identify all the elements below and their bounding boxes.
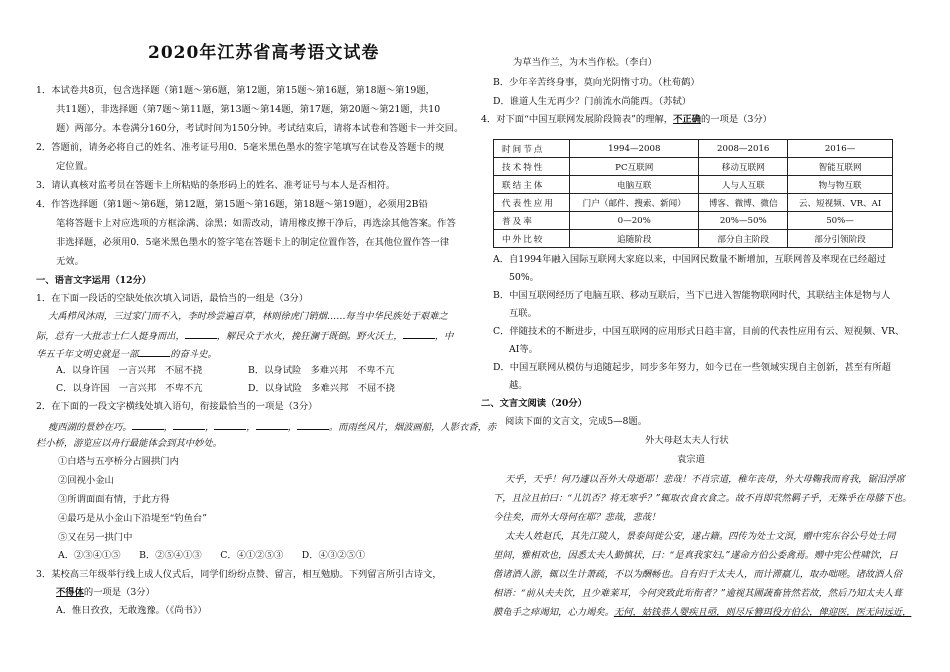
instruction-4a: 4．作答选择题（第1题～第6题，第12题，第15题～第16题，第18题～第19题），必须用2B铅 xyxy=(36,199,428,210)
table-row xyxy=(494,158,893,176)
table-cell: 50%— xyxy=(788,212,893,230)
blank xyxy=(138,347,170,357)
blank xyxy=(214,420,246,430)
q2-item-1: ①白塔与五亭桥分占圆拱门内 xyxy=(58,456,179,467)
q1-passage-2: 际，总有一大批志士仁人挺身而出， ，解民众于水火，挽狂澜于既倒。野火沃土， ，中 xyxy=(36,331,454,342)
table-row xyxy=(494,176,893,194)
blank xyxy=(173,420,205,430)
q3-option-a-cont: 为草当作兰，为木当作松。（李白） xyxy=(513,57,658,68)
table-row xyxy=(494,194,893,212)
q2-stem: 2．在下面的一段文字横线处填入语句，衔接最恰当的一项是（3分） xyxy=(36,401,318,412)
table-cell: 电脑互联 xyxy=(570,176,699,194)
q1-stem: 1．在下面一段话的空缺处依次填入词语，最恰当的一组是（3分） xyxy=(36,293,309,304)
table-cell: PC互联网 xyxy=(570,158,699,176)
q2-item-3: ③所谓面面有情，于此方得 xyxy=(58,494,170,505)
q2-passage-2: 栏小桥，游览应以舟行最能体会到其中妙处。 xyxy=(36,438,222,449)
q1-option-b: B．以身试险 多难兴邦 不卑不亢 xyxy=(248,365,395,376)
q1-option-d: D．以身试险 多难兴邦 不屈不挠 xyxy=(248,383,395,394)
q2-options: A．②③④①⑤ B．②⑤④①③ C．④①②⑤③ D．④③②⑤① xyxy=(58,550,366,561)
q1-passage-3: 华五千年文明史就是一部 的奋斗史。 xyxy=(36,349,217,360)
table-cell: 门户（邮件、搜索、新闻） xyxy=(570,194,699,212)
table-cell: 人与人互联 xyxy=(699,176,788,194)
table-cell: 部分自主阶段 xyxy=(699,230,788,248)
table-row xyxy=(494,230,893,248)
row-label-cell: 时间节点 xyxy=(494,140,570,158)
q4-option-d-1: D．中国互联网从模仿与追随起步，同步多年努力，如今已在一些领域实现自主创新，甚至有所超 xyxy=(493,362,891,373)
table-cell: 2008—2016 xyxy=(699,140,788,158)
q3-stem-b: 不得体的一项是（3分） xyxy=(56,587,155,598)
reading-author: 袁宗道 xyxy=(677,454,705,465)
row-label-cell: 技术特性 xyxy=(494,158,570,176)
q4-stem: 4．对下面“中国互联网发展阶段简表”的理解，不正确的一项是（3分） xyxy=(481,114,772,125)
instruction-2b: 定位置。 xyxy=(56,161,94,172)
table-cell: 20%—50% xyxy=(699,212,788,230)
q4-option-d-2: 越。 xyxy=(509,380,528,391)
row-label-cell: 代表性应用 xyxy=(494,194,570,212)
blank xyxy=(297,420,329,430)
reading-line-7: 相语：“前从夫夫饮，且少难莱耳，今何突致此珩衔者？”逾视其圃蔬畜皆然若故，然后乃知太夫人葺 xyxy=(493,588,903,599)
instruction-1c: 题）两部分。本卷满分160分，考试时间为150分钟。考试结束后，请将本试卷和答题卡一并交回。 xyxy=(56,123,464,134)
q2-item-4: ④最巧是从小金山下沿堤至“钓鱼台” xyxy=(58,513,207,524)
blank xyxy=(132,420,164,430)
q4-option-c-2: AI等。 xyxy=(509,344,538,355)
q1-option-a: A．以身许国 一言兴邦 不屈不挠 xyxy=(56,365,203,376)
instruction-2a: 2．答题前，请务必将自己的姓名、准考证号用0．5毫米黑色墨水的签字笔填写在试卷及答题卡的规 xyxy=(36,142,445,153)
instruction-1a: 1．本试卷共8页，包含选择题（第1题～第6题，第12题，第15题～第16题，第18题～第19题， xyxy=(36,85,435,96)
q2-item-5: ⑤又在另一拱门中 xyxy=(58,532,133,543)
instruction-4c: 非选择题，必须用0．5毫米黑色墨水的签字笔在答题卡上的制定位置作答，在其他位置作答一律 xyxy=(56,237,450,248)
q4-option-a-1: A．自1994年融入国际互联网大家庭以来，中国网民数量不断增加，互联网普及率现在已经超过 xyxy=(493,254,886,265)
q4-option-c-1: C．伴随技术的不断进步，中国互联网的应用形式日趋丰富，目前的代表性应用有云、短视频、VR、 xyxy=(493,326,905,337)
table-cell: 物与物互联 xyxy=(788,176,893,194)
row-label-cell: 普及率 xyxy=(494,212,570,230)
table-cell: 移动互联网 xyxy=(699,158,788,176)
reading-line-5: 里间，雅相欢也，因悉太夫人勤慎状，曰：“是真我家妇。”遂命方伯公委禽焉。赠中宪公性啸饮，日 xyxy=(493,550,898,561)
q1-passage-1: 大禹栉风沐雨，三过家门而不入，李时珍尝遍百草，林则徐虎门销烟……每当中华民族处于艰难之 xyxy=(48,311,448,322)
reading-line-1: 天乎，天乎！何乃遽以吾外大母逝耶！悲哉！不肖宗道，稚年丧母，外大母鞠我而育我，锯泪浮席 xyxy=(505,474,905,485)
instruction-4b: 笔将答题卡上对应选项的方框涂满、涂黑；如需改动，请用橡皮擦干净后，再选涂其他答案。作答 xyxy=(56,218,456,229)
q4-option-b-1: B．中国互联网经历了电脑互联、移动互联后，当下已进入智能物联网时代，其联结主体是物与人 xyxy=(493,290,891,301)
table-cell: 博客、微博、微信 xyxy=(699,194,788,212)
q4-option-a-2: 50%。 xyxy=(509,272,539,283)
internet-development-table xyxy=(493,139,893,248)
reading-line-3: 今往矣，而外大母何在耶？悲哉，悲哉！ xyxy=(493,512,661,523)
reading-line-8: 膜龟手之瘁竭知，心力竭矣。无何，姑钱恭人婴疾且亟，则尽斥簪珥役方伯公，俾迎医，医无问远近， xyxy=(493,607,912,618)
table-header-row xyxy=(494,140,893,158)
instruction-3: 3．请认真核对监考员在答题卡上所粘贴的条形码上的姓名、准考证号与本人是否相符。 xyxy=(36,180,396,191)
table-cell: 云、短视频、VR、AI xyxy=(788,194,893,212)
reading-title: 外大母赵太夫人行状 xyxy=(645,435,729,446)
q3-stem-a: 3．某校高三年级举行线上成人仪式后，同学们纷纷点赞、留言，相互勉励。下列留言所引古诗文， xyxy=(36,569,442,580)
table-cell: 追随阶段 xyxy=(570,230,699,248)
instruction-4d: 无效。 xyxy=(56,256,84,267)
table-cell: 0—20% xyxy=(570,212,699,230)
table-cell: 2016— xyxy=(788,140,893,158)
reading-intro: 阅读下面的文言文，完成5—8题。 xyxy=(505,416,647,427)
q2-passage-1: 瘦西湖的景妙在巧。 ， ， ， ， 。而雨丝风片，烟波画船，人影衣香，赤 xyxy=(48,422,497,433)
blank xyxy=(256,420,288,430)
q3-option-b: B．少年辛苦终身事，莫向光阴惰寸功。（杜荀鹤） xyxy=(493,77,700,88)
q2-item-2: ②回视小金山 xyxy=(58,475,114,486)
table-cell: 智能互联网 xyxy=(788,158,893,176)
row-label-cell: 中外比较 xyxy=(494,230,570,248)
blank xyxy=(185,329,217,339)
section-heading-1: 一、语言文字运用（12分） xyxy=(36,275,152,286)
reading-line-4: 太夫人姓赵氏，其先江陵人，景泰间徙公安，遂占籍。四传为处士文溟，赠中宪东谷公号处士同 xyxy=(505,531,896,542)
reading-line-6: 偕诸酒人游，辄以生计萧疏，不以为酬畅也。自有归于太夫人，而计滞羸儿，取办咄嗟。诸故酒人俗 xyxy=(493,569,903,580)
blank xyxy=(403,329,435,339)
table-cell: 1994—2008 xyxy=(570,140,699,158)
row-label-cell: 联结主体 xyxy=(494,176,570,194)
table-row xyxy=(494,212,893,230)
q4-option-b-2: 互联。 xyxy=(509,308,537,319)
reading-line-2: 下，且泣且拍曰：“儿饥否？将无寒乎？”辄取衣食衣食之。故不肖即茕然羁子乎，无殊乎在母膝下也。 xyxy=(493,493,912,504)
q3-option-a: A．惟日孜孜，无敢逸豫。（《尚书》） xyxy=(56,605,207,616)
q1-option-c: C．以身许国 一言兴邦 不卑不亢 xyxy=(56,383,203,394)
instruction-1b: 共11题），非选择题（第7题～第11题，第13题～第14题，第17题，第20题～第21题，共10 xyxy=(56,104,441,115)
table-cell: 部分引领阶段 xyxy=(788,230,893,248)
q3-option-d: D．谁道人生无再少？门前流水尚能西。（苏轼） xyxy=(493,96,692,107)
section-heading-2: 二、文言文阅读（20分） xyxy=(481,398,587,409)
page-title: 2020年江苏省高考语文试卷 xyxy=(148,43,380,63)
